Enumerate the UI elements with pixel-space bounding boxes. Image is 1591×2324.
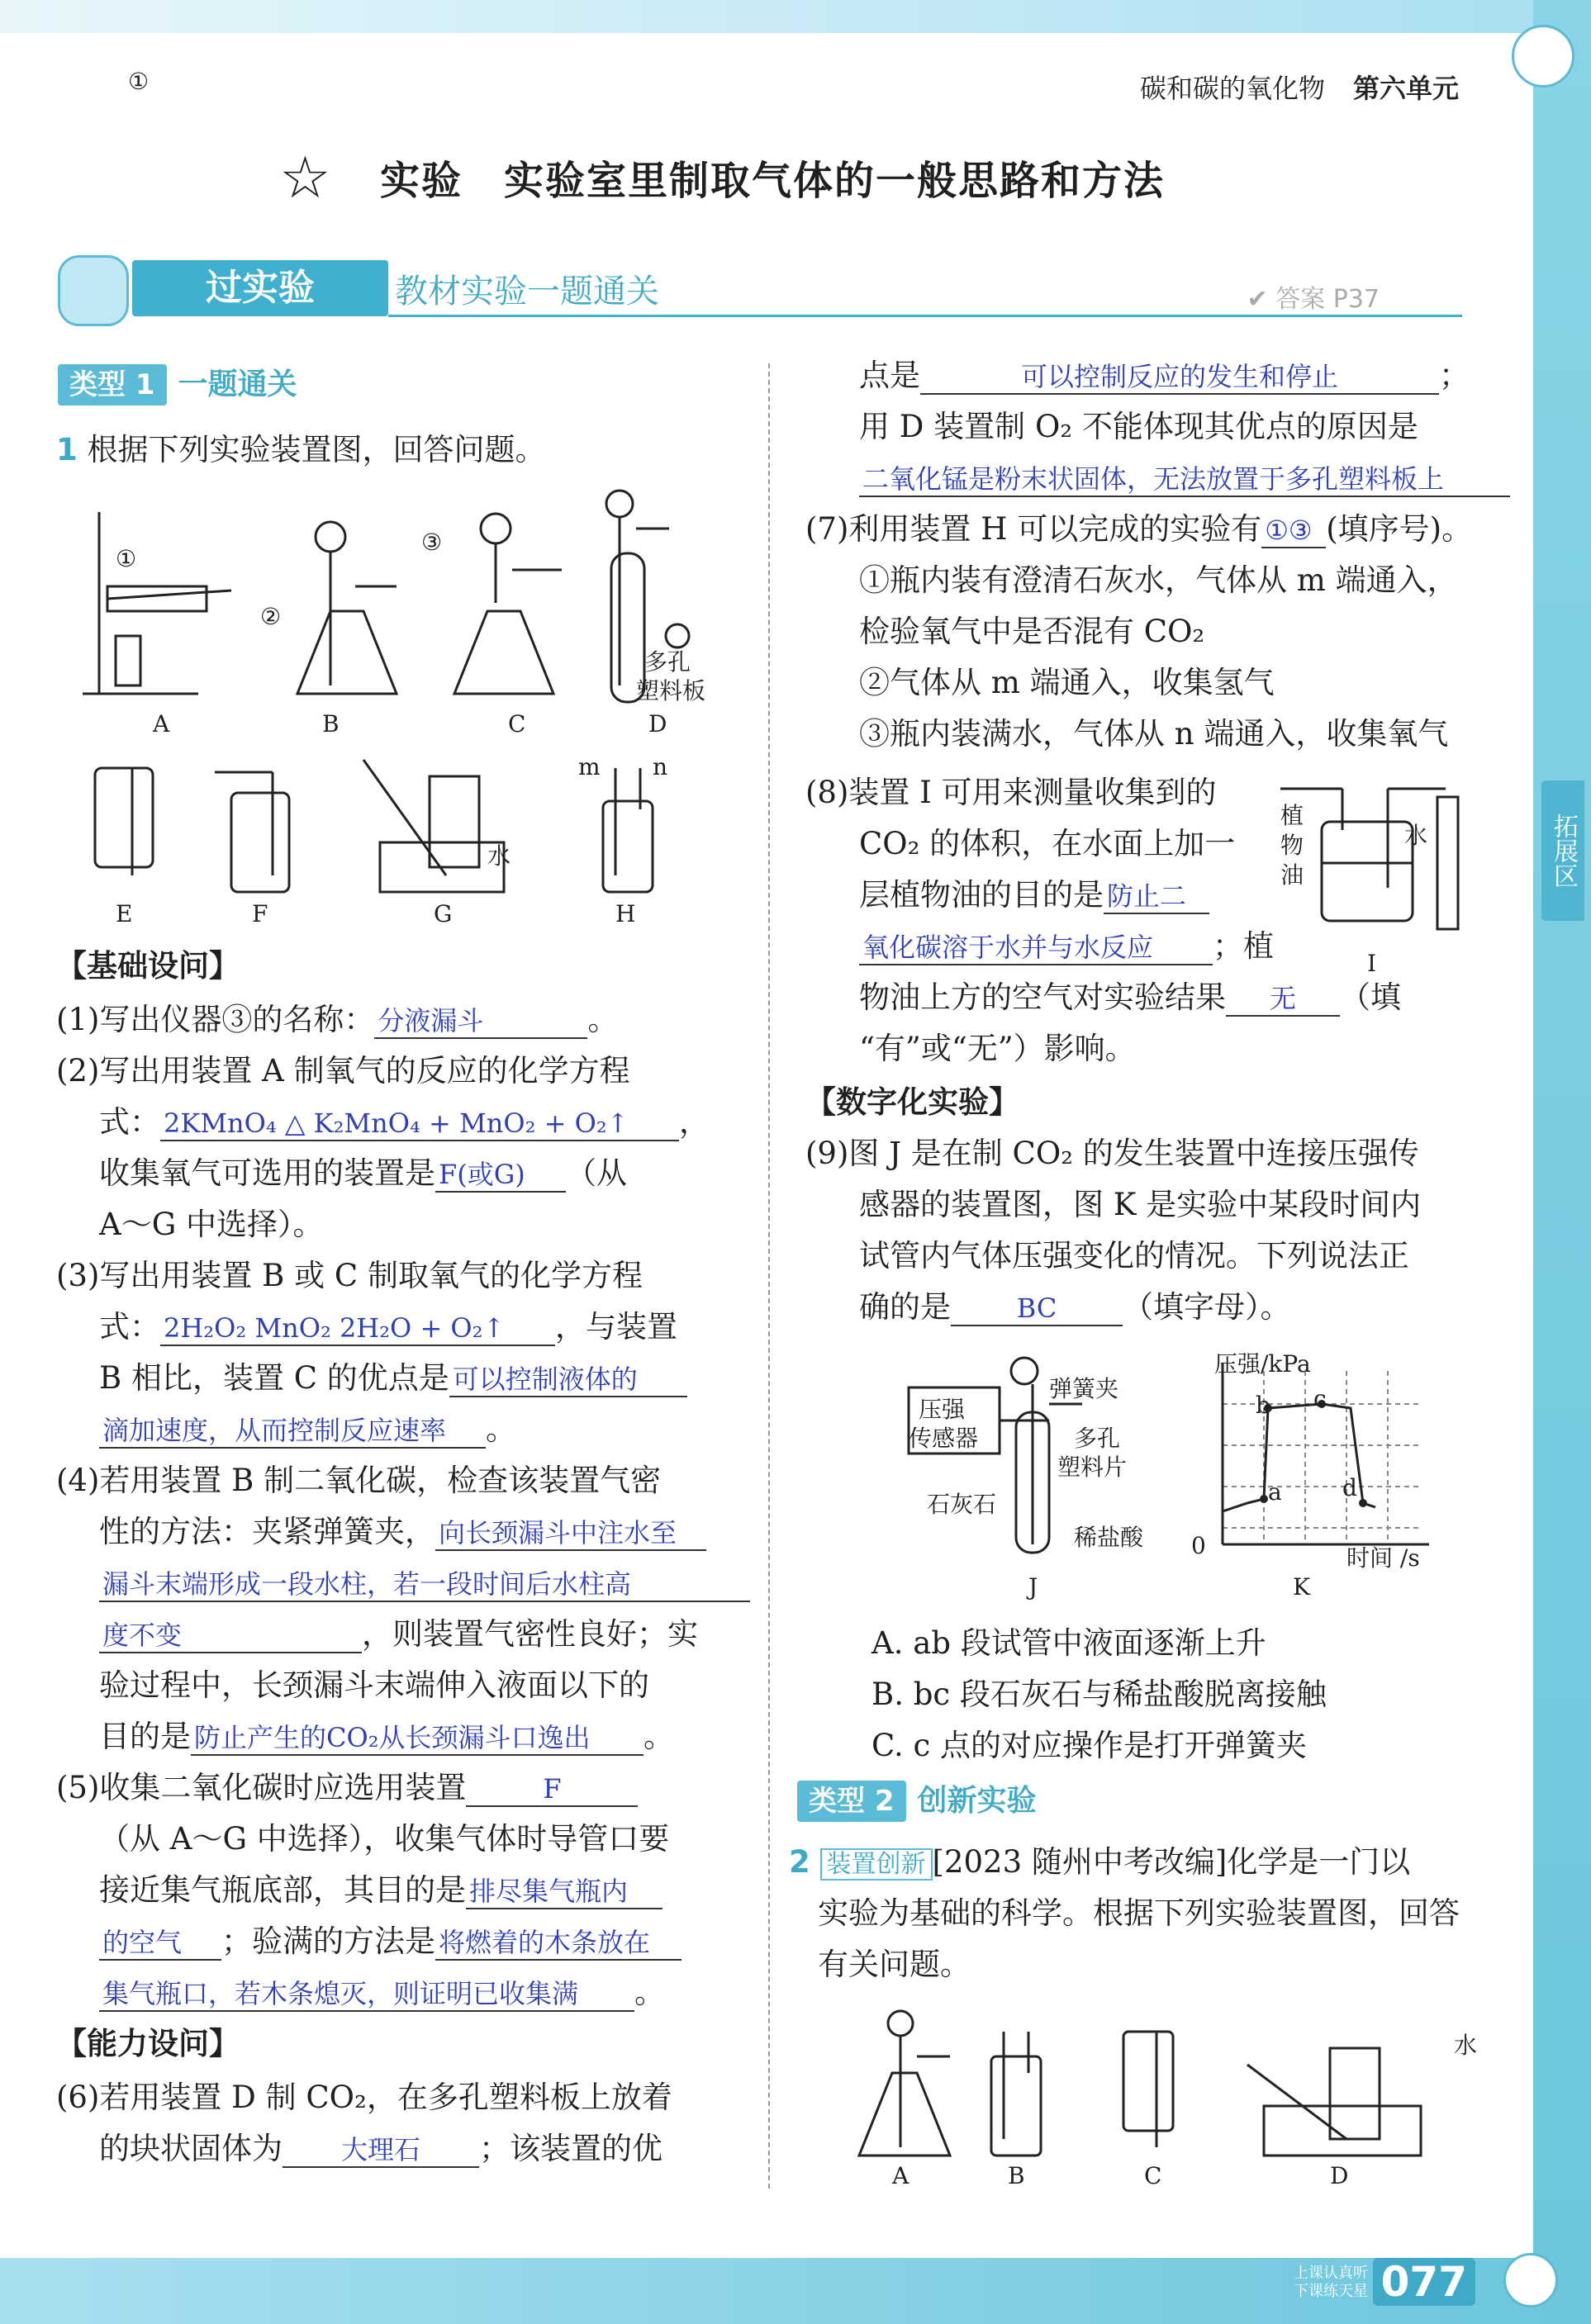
q1-s7-l1	[805, 509, 1472, 550]
q1-s7-o1b: 检验氧气中是否混有 CO₂	[859, 614, 1205, 649]
q2-label-d: D	[1330, 2162, 1349, 2189]
s6-answer-b: 可以控制反应的发生和停止	[920, 360, 1439, 395]
q2-water-label: 水	[1454, 2032, 1478, 2059]
s5-l4-mid: ；验满的方法是	[221, 1923, 435, 1959]
s8-l5-post: （填	[1340, 979, 1401, 1015]
apparatus-a	[83, 512, 231, 694]
s3-post: ，与装置	[555, 1309, 677, 1345]
unit-title: 第六单元	[1352, 73, 1459, 104]
s4-l4-post: ，则装置气密性良好；实	[362, 1616, 698, 1652]
s6-l2-post: ；该装置的优	[479, 2131, 663, 2166]
water-label: 水	[487, 842, 511, 870]
label-d: D	[648, 710, 667, 738]
ability-questions-heading: 【能力设问】	[56, 2026, 240, 2061]
type1-tag: 类型 1	[58, 364, 167, 406]
q2-label-a: A	[892, 2162, 909, 2189]
slogan-1: 上课认真听	[1294, 2265, 1368, 2282]
q2-apparatus-d	[1247, 2048, 1421, 2156]
n-label: n	[653, 753, 668, 780]
q1-s7-o3: ③瓶内装满水，气体从 n 端通入，收集氧气	[859, 716, 1449, 752]
s2-l3-post: （从	[566, 1155, 627, 1191]
page-number: 077	[1373, 2258, 1475, 2306]
s5-answer-a: F	[466, 1772, 638, 1807]
s9-answer: BC	[951, 1292, 1123, 1326]
q1-s4-l3	[99, 1563, 750, 1604]
s8-answer-c: 无	[1226, 982, 1340, 1017]
q2-line-3: 有关问题。	[818, 1947, 971, 1982]
q1-s3-l3	[99, 1358, 687, 1399]
chapter-title: 碳和碳的氧化物	[1139, 73, 1325, 104]
s6-answer-a: 大理石	[283, 2133, 479, 2168]
fig-k-point-b: b	[1256, 1392, 1270, 1419]
s3-l4-post: 。	[486, 1411, 516, 1447]
s4-answer-a: 向长颈漏斗中注水至	[435, 1516, 706, 1551]
q2-badge: 装置创新	[820, 1848, 933, 1881]
type2-tag: 类型 2	[797, 1781, 906, 1822]
s3-equation: 2H₂O₂ MnO₂ 2H₂O + O₂↑	[160, 1311, 555, 1346]
fig-j-acid: 稀盐酸	[1074, 1524, 1144, 1551]
q1-s6-l5	[859, 458, 1510, 499]
side-tab-extension: 拓展区	[1541, 780, 1584, 921]
s5-pre: (5)收集二氧化碳时应选用装置	[56, 1770, 467, 1805]
label-a: A	[153, 710, 170, 738]
q1-s2-l4: A～G 中选择）。	[99, 1207, 324, 1242]
fig-j-sensor-2: 传感器	[909, 1425, 979, 1452]
s5-l3-pre: 接近集气瓶底部，其目的是	[99, 1872, 466, 1908]
s2-pre: 式：	[99, 1104, 160, 1140]
q1-s7-o1a: ①瓶内装有澄清石灰水，气体从 m 端通入，	[859, 562, 1458, 598]
apparatus-e	[95, 768, 153, 875]
s1-answer: 分液漏斗	[374, 1004, 587, 1039]
fig-j-plate-2: 塑料片	[1057, 1454, 1128, 1481]
q1-s4-l1: (4)若用装置 B 制二氧化碳，检查该装置气密	[56, 1463, 662, 1498]
q1-s5-l2: （从 A～G 中选择），收集气体时导管口要	[99, 1821, 670, 1857]
apparatus-g	[363, 760, 504, 892]
q1-s6-l1: (6)若用装置 D 制 CO₂，在多孔塑料板上放着	[56, 2080, 672, 2115]
circle-label-2: ②	[260, 603, 282, 630]
column-divider	[768, 363, 770, 2189]
q2-apparatus-c	[1123, 2032, 1173, 2147]
q1-s2-l3	[99, 1153, 627, 1194]
q2-l1-post: 化学是一门以	[1227, 1844, 1411, 1880]
q1-s3-l4	[99, 1409, 516, 1450]
q2-line-1	[789, 1842, 1410, 1885]
slogan-2: 下课练天星	[1294, 2283, 1368, 2300]
fig-k-x-label: 时间 /s	[1346, 1544, 1420, 1572]
page-slogan	[1294, 2265, 1368, 2301]
s2-l3-pre: 收集氧气可选用的装置是	[99, 1155, 435, 1191]
circle-label-3: ③	[421, 529, 443, 556]
s5-answer-d: 将燃着的木条放在	[435, 1926, 682, 1961]
banner-experiment: 过实验	[132, 260, 388, 316]
option-c: C. c 点的对应操作是打开弹簧夹	[871, 1728, 1307, 1763]
apparatus-f	[215, 772, 289, 892]
fig-j-stone: 石灰石	[927, 1491, 997, 1518]
s5-l5-post: 。	[634, 1975, 665, 2010]
s7-answer: ①③	[1261, 514, 1326, 548]
label-b: B	[322, 710, 340, 738]
fig-k-point-a: a	[1268, 1478, 1282, 1506]
q1-s4-l2	[99, 1511, 706, 1553]
type2-title: 创新实验	[917, 1784, 1037, 1818]
fig-i-name: I	[1367, 950, 1377, 977]
label-e: E	[116, 900, 133, 927]
label-h: H	[615, 900, 636, 927]
fig-i-water-label: 水	[1404, 822, 1428, 849]
q2-apparatus-a	[859, 2011, 950, 2156]
basic-questions-heading: 【基础设问】	[56, 948, 240, 984]
banner-underline	[388, 315, 1462, 317]
s6-pre: 的块状固体为	[99, 2131, 283, 2166]
q2-apparatus-b	[991, 2032, 1041, 2156]
s3-answer-a: 可以控制液体的	[449, 1363, 687, 1397]
banner-subtitle: 教材实验一题通关	[395, 273, 659, 311]
s5-answer-e: 集气瓶口，若木条熄灭，则证明已收集满	[99, 1977, 634, 2012]
type1-title: 一题通关	[178, 368, 297, 401]
label-f: F	[252, 900, 268, 927]
right-sidebar	[1533, 0, 1591, 2324]
s4-l6-pre: 目的是	[99, 1719, 191, 1754]
apparatus-h	[603, 768, 653, 892]
q1-number: 1	[56, 432, 78, 467]
circle-label-1: ①	[128, 68, 150, 95]
q1-s8-l4	[859, 926, 1274, 967]
option-b: B. bc 段石灰石与稀盐酸脱离接触	[871, 1677, 1327, 1712]
q1-s6-l4: 用 D 装置制 O₂ 不能体现其优点的原因是	[859, 409, 1418, 444]
fig-j-clip: 弹簧夹	[1049, 1375, 1119, 1402]
q1-stem: 根据下列实验装置图，回答问题。	[87, 432, 546, 467]
footer-mascot-icon	[1503, 2253, 1558, 2307]
apparatus-b	[297, 522, 397, 694]
s4-pre: 性的方法：夹紧弹簧夹，	[99, 1514, 435, 1549]
digital-experiment-heading: 【数字化实验】	[805, 1084, 1019, 1120]
s7-pre: (7)利用装置 H 可以完成的实验有	[805, 511, 1262, 547]
label-c: C	[508, 710, 526, 738]
page-title: 实验 实验室里制取气体的一般思路和方法	[380, 158, 1166, 204]
apparatus-figure-row2	[83, 752, 743, 900]
q1-s5-l1	[56, 1767, 638, 1809]
s4-answer-b: 漏斗末端形成一段水柱，若一段时间后水柱高	[99, 1568, 750, 1602]
s6-l3-post: ；	[1439, 358, 1470, 393]
q1-s6-l3	[859, 355, 1470, 396]
s4-l6-post: 。	[644, 1719, 674, 1754]
s6-answer-c: 二氧化锰是粉末状固体，无法放置于多孔塑料板上	[859, 462, 1510, 497]
q1-s9-l2: 感器的装置图，图 K 是实验中某段时间内	[859, 1187, 1422, 1222]
s4-answer-d: 防止产生的CO₂从长颈漏斗口逸出	[191, 1721, 644, 1756]
s8-l4-post: ；植	[1213, 928, 1274, 964]
q1-s8-l1: (8)装置 I 可用来测量收集到的	[805, 775, 1217, 810]
s6-l3-pre: 点是	[859, 358, 920, 393]
s9-pre: 确的是	[859, 1289, 951, 1325]
q1-s2-l2	[99, 1102, 710, 1143]
q1-s6-l2	[99, 2128, 663, 2170]
q2-label-b: B	[1008, 2162, 1025, 2189]
q1-s5-l5	[99, 1972, 665, 2013]
fig-k-origin: 0	[1191, 1532, 1206, 1559]
star-icon: ☆	[279, 144, 331, 211]
s8-answer-b: 氧化碳溶于水并与水反应	[859, 931, 1213, 965]
q1-s3-l2	[99, 1307, 677, 1348]
s3-answer-b: 滴加速度，从而控制反应速率	[99, 1414, 486, 1449]
plate-label-2: 塑料板	[636, 677, 706, 704]
fig-i-oil-label: 植物油	[1280, 802, 1304, 889]
apparatus-figure-row1	[83, 479, 743, 752]
s2-answer: F(或G)	[435, 1158, 566, 1193]
answer-ref-text: 答案 P37	[1275, 285, 1380, 314]
q1-s8-l6: “有”或“无”）影响。	[859, 1031, 1136, 1066]
q1-s9-l3: 试管内气体压强变化的情况。下列说法正	[859, 1238, 1409, 1273]
s2-equation: 2KMnO₄ △ K₂MnO₄ + MnO₂ + O₂↑	[160, 1107, 679, 1141]
s8-l5-pre: 物油上方的空气对实验结果	[859, 979, 1226, 1015]
s4-answer-c: 度不变	[99, 1619, 362, 1653]
s1-text: (1)写出仪器③的名称：	[56, 1002, 375, 1037]
q2-apparatus-figure	[851, 2007, 1479, 2172]
s3-pre: 式：	[99, 1309, 160, 1345]
apparatus-c	[454, 514, 562, 694]
s8-pre: 层植物油的目的是	[859, 877, 1104, 913]
mascot-icon	[1512, 25, 1574, 88]
q1-s9-l1: (9)图 J 是在制 CO₂ 的发生装置中连接压强传	[805, 1136, 1419, 1171]
q1-s1	[56, 999, 618, 1041]
s2-post: ，	[679, 1104, 710, 1140]
q1-s8-l2: CO₂ 的体积，在水面上加一	[859, 826, 1236, 861]
pressure-chart-k	[1190, 1346, 1454, 1569]
s5-answer-c: 的空气	[99, 1926, 221, 1961]
fig-k-name: K	[1293, 1573, 1310, 1601]
s7-post: (填序号)。	[1326, 511, 1473, 547]
s8-answer-a: 防止二	[1104, 880, 1209, 914]
q1-s5-l4	[99, 1921, 682, 1962]
label-g: G	[434, 900, 453, 927]
page-header	[1140, 68, 1459, 106]
plate-label-1: 多孔	[644, 648, 691, 676]
fig-k-point-d: d	[1342, 1474, 1357, 1501]
s9-post: （填字母）。	[1123, 1289, 1291, 1325]
q1-s8-l3	[859, 875, 1209, 916]
q1-s5-l3	[99, 1870, 663, 1911]
q2-number: 2	[789, 1844, 810, 1880]
s5-answer-b: 排尽集气瓶内	[466, 1875, 663, 1909]
s3-l3-pre: B 相比，装置 C 的优点是	[99, 1360, 449, 1396]
q2-label-c: C	[1144, 2162, 1162, 2189]
q2-source: [2023 随州中考改编]	[932, 1844, 1228, 1880]
fig-j-sensor-1: 压强	[919, 1396, 966, 1423]
star-mascot-icon	[58, 255, 129, 326]
q1-s3-l1: (3)写出用装置 B 或 C 制取氧气的化学方程	[56, 1258, 643, 1293]
circle-label-1-fig: ①	[116, 545, 137, 572]
fig-j-plate-1: 多孔	[1074, 1425, 1121, 1452]
q1-s4-l4	[99, 1614, 698, 1655]
q1-s4-l6	[99, 1716, 674, 1757]
top-decoration-band	[0, 0, 1591, 33]
q1-s7-o2: ②气体从 m 端通入，收集氢气	[859, 665, 1275, 700]
type2-heading	[797, 1780, 1037, 1822]
fig-j-name: J	[1028, 1573, 1038, 1601]
q1-s8-l5	[859, 977, 1401, 1018]
type1-heading	[58, 363, 297, 406]
q2-line-2: 实验为基础的科学。根据下列实验装置图，回答	[818, 1895, 1460, 1931]
q1-s9-l4	[859, 1287, 1291, 1328]
answer-reference: ✔ 答案 P37	[1247, 285, 1380, 314]
q1-s4-l5: 验过程中，长颈漏斗末端伸入液面以下的	[99, 1667, 649, 1703]
s1-post: 。	[587, 1002, 619, 1037]
section-banner	[50, 260, 1454, 318]
m-label: m	[578, 753, 601, 780]
q1-stem-line	[56, 429, 546, 471]
option-a: A. ab 段试管中液面逐渐上升	[871, 1625, 1266, 1661]
fig-k-y-label: 压强/kPa	[1214, 1350, 1311, 1378]
fig-k-point-c: c	[1313, 1385, 1327, 1412]
q1-s2-l1: (2)写出用装置 A 制氧气的反应的化学方程	[56, 1053, 630, 1088]
